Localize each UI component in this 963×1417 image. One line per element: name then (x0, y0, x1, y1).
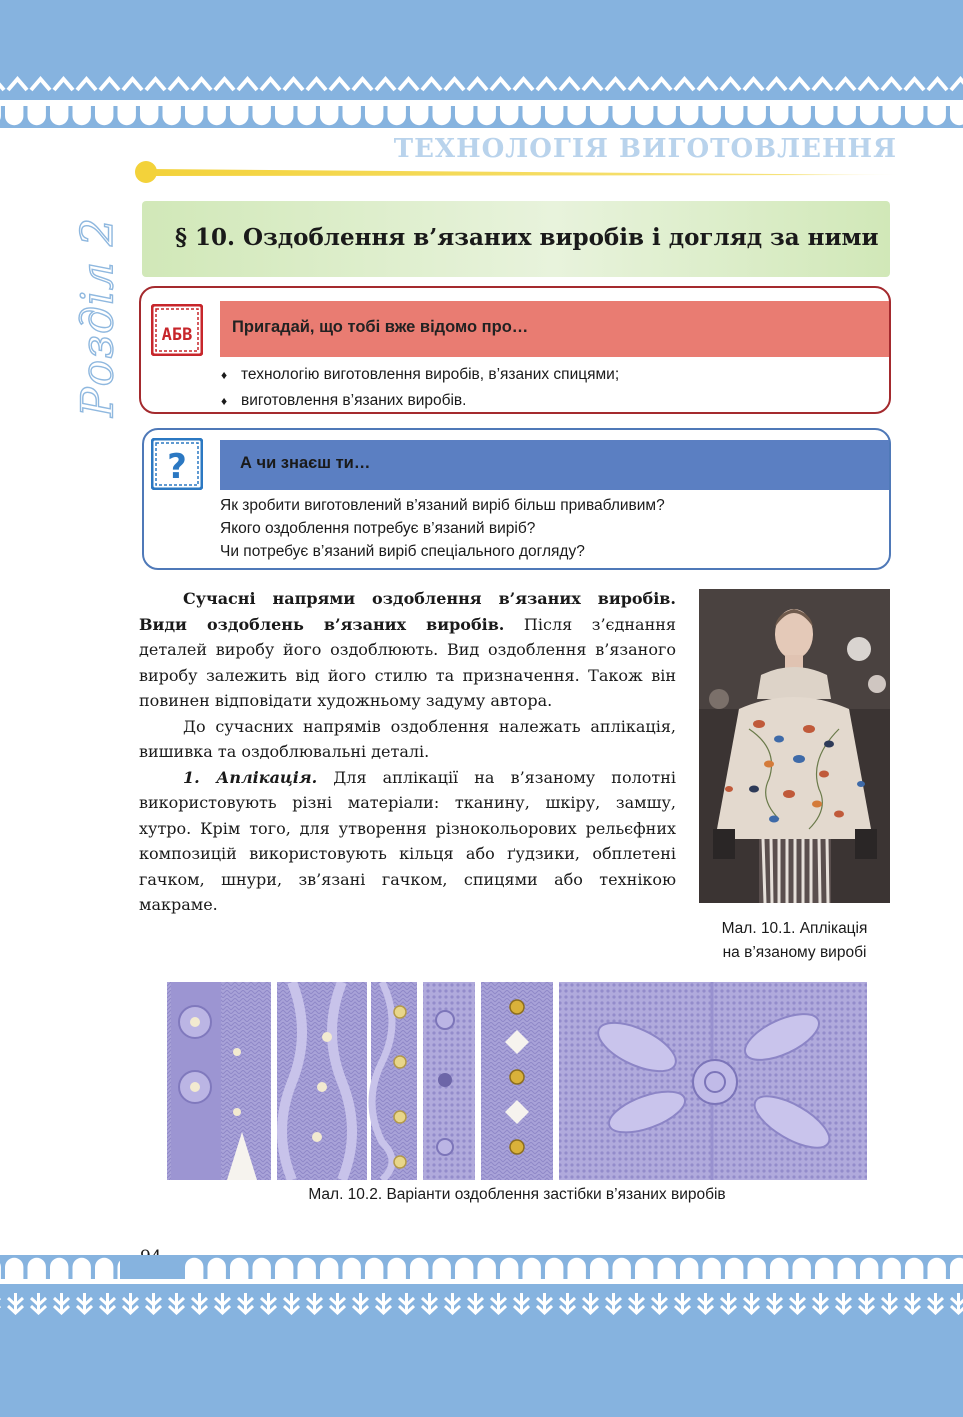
remember-list (221, 362, 619, 414)
figure-caption-line: Мал. 10.1. Аплікація (721, 920, 868, 937)
body-paragraph: До сучасних напрямів оздоблення належать аплікація, вишивка та оздоблювальні деталі. (139, 716, 676, 761)
body-paragraph-text: Для аплікації на в’язаному полотні використовують різні матеріали: тканину, шкіру, замшу, хутро. Крім того, для утворення різнокольорових рельєфних композицій використовують кільця або ґудзики, обплетені гачком, шнури, зв’язані гачком, спицями або технікою макраме. (139, 767, 677, 914)
question-item: Чи потребує в’язаний виріб спеціального догляду? (220, 543, 585, 560)
question-item: Як зробити виготовлений в’язаний виріб більш привабливим? (220, 497, 665, 514)
bottom-decorative-band (0, 1255, 963, 1417)
abc-letters-icon (151, 304, 203, 356)
body-paragraph-text: Після з’єднання деталей виробу його оздоблюють. Вид оздоблення в’язаного виробу залежить від його стилю та призначення. Також він повинен відповідати художньому задуму автора. (139, 614, 676, 710)
list-item-text: технологію виготовлення виробів, в’язаних спицями; (241, 366, 620, 383)
remember-box (139, 286, 891, 414)
section-header-title: ТЕХНОЛОГІЯ ВИГОТОВЛЕННЯ (393, 134, 897, 164)
question-item: Якого оздоблення потребує в’язаний виріб? (220, 520, 536, 537)
figure-10-2-caption: Мал. 10.2. Варіанти оздоблення застібки в’язаних виробів (308, 1186, 726, 1203)
section-side-label-text: Розділ 2 (72, 216, 124, 418)
body-paragraph (139, 586, 676, 714)
list-item (221, 388, 619, 414)
question-list (220, 494, 665, 563)
list-item (221, 362, 619, 388)
remember-box-title: Пригадай, що тобі вже відомо про… (232, 318, 529, 336)
subheading-italic: 1. Аплікація. (183, 767, 318, 787)
diamond-bullet-icon: ♦ (221, 368, 228, 382)
abc-icon-letters: АБВ (161, 325, 193, 345)
remember-box-header (220, 301, 889, 357)
question-icon-glyph: ? (167, 447, 187, 487)
figure-10-1-caption (692, 917, 897, 965)
body-text (139, 586, 676, 918)
top-lace-pattern (0, 0, 963, 128)
question-mark-icon (151, 438, 203, 490)
did-you-know-box (142, 428, 891, 570)
bottom-lace-pattern (0, 1255, 963, 1417)
figure-fastener-variants-photo (167, 982, 867, 1180)
list-item-text: виготовлення в’язаних виробів. (241, 392, 467, 409)
top-decorative-band (0, 0, 963, 128)
section-side-label (70, 216, 126, 418)
paragraph-title: § 10. Оздоблення в’язаних виробів і догляд за ними (175, 224, 879, 251)
did-you-know-title: А чи знаєш ти… (240, 454, 371, 472)
did-you-know-header (220, 440, 889, 490)
figure-sweater-applique-photo (699, 589, 890, 903)
body-paragraph (139, 765, 676, 918)
subheading-bold: Сучасні напрями оздоблення в’язаних виробів. Види оздоблень в’язаних виробів. (139, 589, 676, 634)
figure-caption-line: на в’язаному виробі (722, 944, 867, 961)
header-underline-decoration (132, 160, 912, 186)
diamond-bullet-icon: ♦ (221, 394, 228, 408)
